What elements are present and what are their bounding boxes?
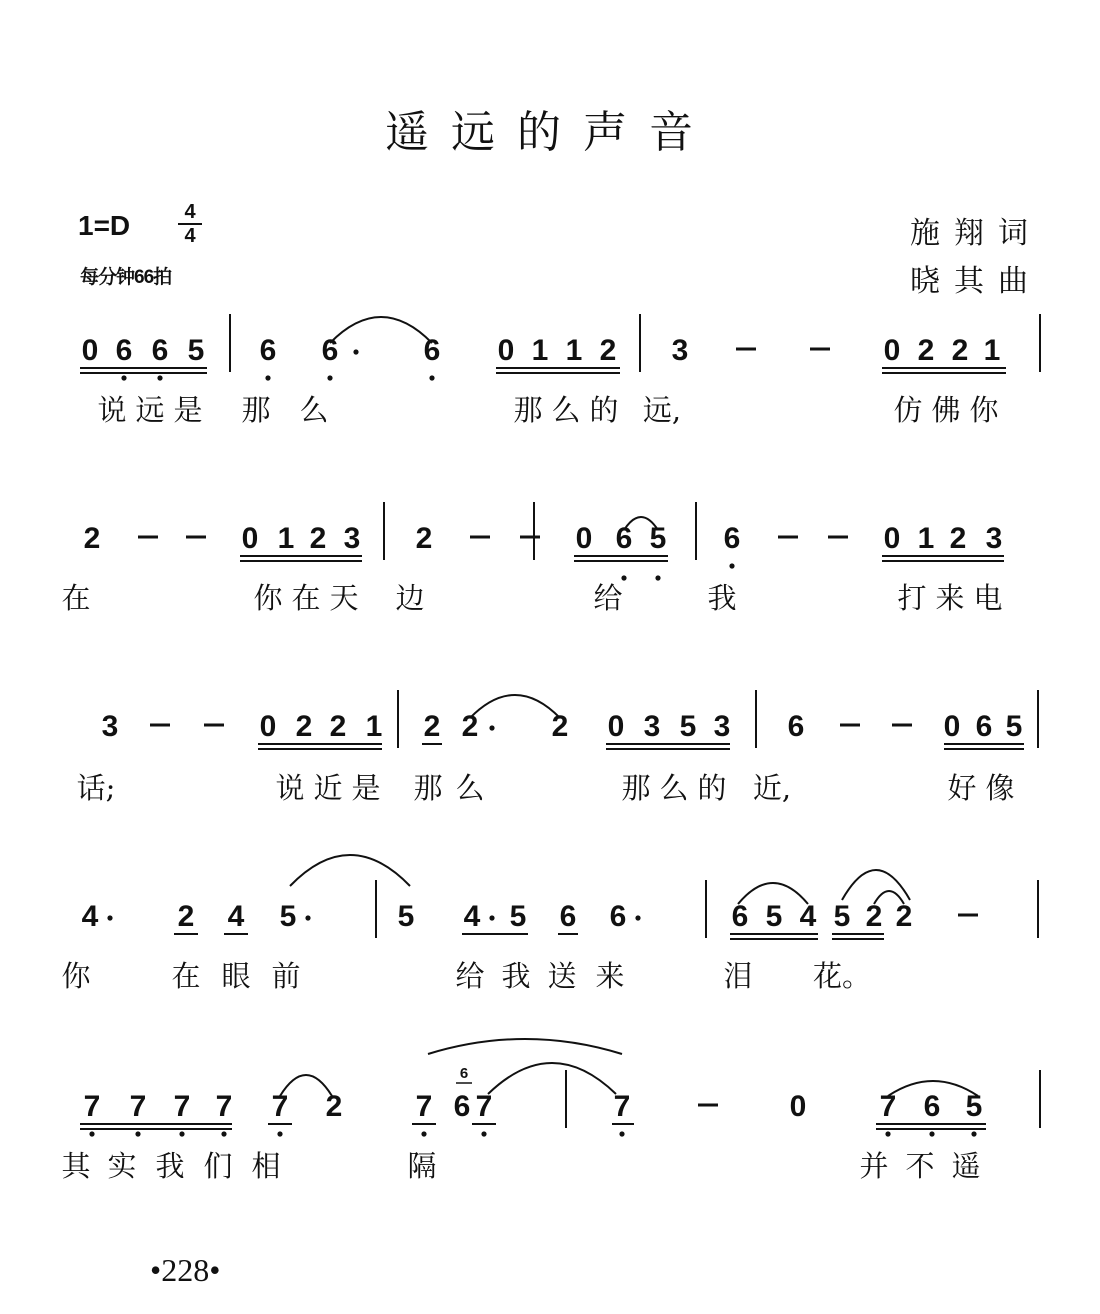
note-3-16: 5 bbox=[833, 900, 851, 933]
note-3-11: 6 bbox=[609, 900, 627, 933]
note-0-12: 3 bbox=[671, 334, 689, 367]
octave-dot-4-4 bbox=[277, 1131, 282, 1136]
note-2-7: 2 bbox=[423, 710, 441, 743]
lyric-3-3: 前 bbox=[271, 959, 301, 993]
key-signature: 1=D bbox=[78, 210, 131, 241]
time-signature-top: 4 bbox=[184, 201, 196, 223]
lyric-2-2: 近 bbox=[313, 771, 343, 805]
note-1-11: 6 bbox=[615, 522, 633, 555]
slur-4-1 bbox=[488, 1063, 616, 1094]
note-4-9: 7 bbox=[613, 1090, 631, 1123]
lyric-4-4: 相 bbox=[251, 1149, 281, 1183]
octave-dot-4-7 bbox=[619, 1131, 624, 1136]
lyric-4-1: 实 bbox=[107, 1149, 137, 1183]
note-4-12: 7 bbox=[879, 1090, 897, 1123]
lyric-0-10: 佛 bbox=[931, 393, 961, 427]
lyric-1-4: 边 bbox=[395, 581, 425, 615]
octave-dot-0-0 bbox=[121, 375, 126, 380]
lyric-0-5: 那 bbox=[513, 393, 543, 427]
note-3-13: 6 bbox=[731, 900, 749, 933]
note-1-13: 6 bbox=[723, 522, 741, 555]
lyricist-credit: 施翔词 bbox=[910, 216, 1042, 251]
lyric-3-6: 送 bbox=[547, 959, 577, 993]
note-2-11: 0 bbox=[607, 710, 625, 743]
note-3-0: 4 bbox=[81, 900, 99, 933]
note-0-11: 2 bbox=[599, 334, 617, 367]
note-0-18: 1 bbox=[983, 334, 1001, 367]
note-2-15: 6 bbox=[787, 710, 805, 743]
lyric-2-8: 的 bbox=[697, 771, 727, 805]
lyric-3-9: 花。 bbox=[812, 959, 872, 993]
note-1-3: 0 bbox=[241, 522, 259, 555]
lyric-2-3: 是 bbox=[351, 771, 381, 805]
slur-3-0 bbox=[290, 855, 410, 886]
octave-dot-4-3 bbox=[221, 1131, 226, 1136]
lyric-1-0: 在 bbox=[61, 581, 91, 615]
note-0-16: 2 bbox=[917, 334, 935, 367]
note-2-14: 3 bbox=[713, 710, 731, 743]
slur-2-0 bbox=[470, 695, 560, 718]
note-1-10: 0 bbox=[575, 522, 593, 555]
note-2-3: 0 bbox=[259, 710, 277, 743]
song-title: 遥远的声音 bbox=[385, 107, 715, 158]
lyric-2-4: 那 bbox=[413, 771, 443, 805]
note-3-7: 4 bbox=[463, 900, 481, 933]
lyric-1-1: 你 bbox=[253, 581, 283, 615]
octave-dot-1-2 bbox=[729, 563, 734, 568]
lyric-0-11: 你 bbox=[969, 393, 999, 427]
note-0-9: 1 bbox=[531, 334, 549, 367]
note-3-2: 2 bbox=[177, 900, 195, 933]
lyric-0-0: 说 bbox=[97, 393, 127, 427]
note-0-1: 6 bbox=[115, 334, 133, 367]
lyric-4-7: 不 bbox=[905, 1149, 935, 1183]
note-4-2: 7 bbox=[173, 1090, 191, 1123]
lyric-4-2: 我 bbox=[155, 1149, 185, 1183]
lyric-2-6: 那 bbox=[621, 771, 651, 805]
octave-dot-4-6 bbox=[481, 1131, 486, 1136]
note-3-18: 2 bbox=[895, 900, 913, 933]
note-1-4: 1 bbox=[277, 522, 295, 555]
lyric-2-1: 说 bbox=[275, 771, 305, 805]
octave-dot-4-8 bbox=[885, 1131, 890, 1136]
lyric-1-9: 电 bbox=[973, 581, 1003, 615]
lyric-3-4: 给 bbox=[455, 959, 485, 993]
note-0-2: 6 bbox=[151, 334, 169, 367]
lyric-3-1: 在 bbox=[171, 959, 201, 993]
lyric-4-8: 遥 bbox=[951, 1149, 981, 1183]
lyric-1-5: 给 bbox=[593, 581, 623, 615]
augmentation-dot-0-6 bbox=[353, 349, 358, 354]
octave-dot-0-4 bbox=[429, 375, 434, 380]
note-4-6: 7 bbox=[415, 1090, 433, 1123]
slur-3-2 bbox=[842, 870, 910, 900]
octave-dot-4-5 bbox=[421, 1131, 426, 1136]
note-0-4: 6 bbox=[259, 334, 277, 367]
slur-4-0 bbox=[428, 1039, 622, 1054]
lyric-0-6: 么 bbox=[551, 393, 581, 427]
composer-credit: 晓其曲 bbox=[910, 264, 1042, 299]
lyric-1-7: 打 bbox=[897, 581, 927, 615]
lyric-0-1: 远 bbox=[135, 393, 165, 427]
note-2-19: 6 bbox=[975, 710, 993, 743]
note-1-17: 1 bbox=[917, 522, 935, 555]
octave-dot-4-10 bbox=[971, 1131, 976, 1136]
note-0-0: 0 bbox=[81, 334, 99, 367]
lyric-0-8: 远, bbox=[642, 393, 682, 427]
lyric-4-6: 并 bbox=[859, 1149, 889, 1183]
note-4-4: 7 bbox=[271, 1090, 289, 1123]
note-4-5: 2 bbox=[325, 1090, 343, 1123]
note-2-4: 2 bbox=[295, 710, 313, 743]
note-0-5: 6 bbox=[321, 334, 339, 367]
note-4-8: 7 bbox=[475, 1090, 493, 1123]
augmentation-dot-3-1 bbox=[107, 915, 112, 920]
lyric-2-10: 好 bbox=[947, 771, 977, 805]
note-1-19: 3 bbox=[985, 522, 1003, 555]
note-1-6: 3 bbox=[343, 522, 361, 555]
octave-dot-4-2 bbox=[179, 1131, 184, 1136]
note-1-7: 2 bbox=[415, 522, 433, 555]
augmentation-dot-2-9 bbox=[489, 725, 494, 730]
lyric-2-11: 像 bbox=[985, 771, 1015, 805]
note-2-12: 3 bbox=[643, 710, 661, 743]
octave-dot-0-2 bbox=[265, 375, 270, 380]
lyric-2-9: 近, bbox=[752, 771, 792, 805]
lyric-1-8: 来 bbox=[935, 581, 965, 615]
note-2-20: 5 bbox=[1005, 710, 1023, 743]
note-1-5: 2 bbox=[309, 522, 327, 555]
lyric-3-7: 来 bbox=[595, 959, 625, 993]
octave-dot-4-1 bbox=[135, 1131, 140, 1136]
octave-dot-1-1 bbox=[655, 575, 660, 580]
note-0-17: 2 bbox=[951, 334, 969, 367]
lyric-0-3: 那 bbox=[241, 393, 271, 427]
lyric-0-4: 么 bbox=[299, 393, 329, 427]
augmentation-dot-3-8 bbox=[489, 915, 494, 920]
note-0-8: 0 bbox=[497, 334, 515, 367]
lyric-1-6: 我 bbox=[707, 581, 737, 615]
note-0-7: 6 bbox=[423, 334, 441, 367]
note-1-18: 2 bbox=[949, 522, 967, 555]
octave-dot-0-3 bbox=[327, 375, 332, 380]
note-1-0: 2 bbox=[83, 522, 101, 555]
page-number: •228• bbox=[150, 1252, 221, 1288]
note-3-15: 4 bbox=[799, 900, 817, 933]
lyric-3-2: 眼 bbox=[221, 959, 251, 993]
note-3-3: 4 bbox=[227, 900, 245, 933]
lyric-2-7: 么 bbox=[659, 771, 689, 805]
note-4-14: 5 bbox=[965, 1090, 983, 1123]
note-2-0: 3 bbox=[101, 710, 119, 743]
lyric-0-2: 是 bbox=[173, 393, 203, 427]
note-1-16: 0 bbox=[883, 522, 901, 555]
note-2-18: 0 bbox=[943, 710, 961, 743]
note-2-13: 5 bbox=[679, 710, 697, 743]
note-1-12: 5 bbox=[649, 522, 667, 555]
octave-dot-1-0 bbox=[621, 575, 626, 580]
augmentation-dot-3-5 bbox=[305, 915, 310, 920]
lyric-2-0: 话; bbox=[76, 771, 116, 805]
lyric-4-5: 隔 bbox=[407, 1149, 437, 1183]
octave-dot-4-9 bbox=[929, 1131, 934, 1136]
note-3-6: 5 bbox=[397, 900, 415, 933]
note-2-8: 2 bbox=[461, 710, 479, 743]
slur-0-0 bbox=[330, 317, 432, 343]
lyric-4-0: 其 bbox=[61, 1149, 91, 1183]
note-3-17: 2 bbox=[865, 900, 883, 933]
note-0-15: 0 bbox=[883, 334, 901, 367]
lyric-4-3: 们 bbox=[203, 1149, 233, 1183]
note-3-4: 5 bbox=[279, 900, 297, 933]
note-4-0: 7 bbox=[83, 1090, 101, 1123]
lyric-0-9: 仿 bbox=[893, 393, 923, 427]
note-4-7: 6 bbox=[453, 1090, 471, 1123]
note-3-14: 5 bbox=[765, 900, 783, 933]
lyric-3-8: 泪 bbox=[723, 959, 753, 993]
lyric-0-7: 的 bbox=[589, 393, 619, 427]
note-3-10: 6 bbox=[559, 900, 577, 933]
octave-dot-4-0 bbox=[89, 1131, 94, 1136]
octave-dot-0-1 bbox=[157, 375, 162, 380]
lyric-2-5: 么 bbox=[455, 771, 485, 805]
lyric-3-5: 我 bbox=[501, 959, 531, 993]
note-4-3: 7 bbox=[215, 1090, 233, 1123]
note-0-10: 1 bbox=[565, 334, 583, 367]
lyric-3-0: 你 bbox=[61, 959, 91, 993]
note-2-10: 2 bbox=[551, 710, 569, 743]
note-2-5: 2 bbox=[329, 710, 347, 743]
note-4-1: 7 bbox=[129, 1090, 147, 1123]
note-0-3: 5 bbox=[187, 334, 205, 367]
augmentation-dot-3-12 bbox=[635, 915, 640, 920]
note-3-9: 5 bbox=[509, 900, 527, 933]
time-signature-bottom: 4 bbox=[184, 225, 196, 247]
note-4-11: 0 bbox=[789, 1090, 807, 1123]
lyric-1-3: 天 bbox=[329, 581, 359, 615]
note-2-6: 1 bbox=[365, 710, 383, 743]
note-4-13: 6 bbox=[923, 1090, 941, 1123]
grace-note-6: 6 bbox=[459, 1065, 469, 1082]
tempo-marking: 每分钟66拍 bbox=[80, 267, 172, 288]
lyric-1-2: 在 bbox=[291, 581, 321, 615]
